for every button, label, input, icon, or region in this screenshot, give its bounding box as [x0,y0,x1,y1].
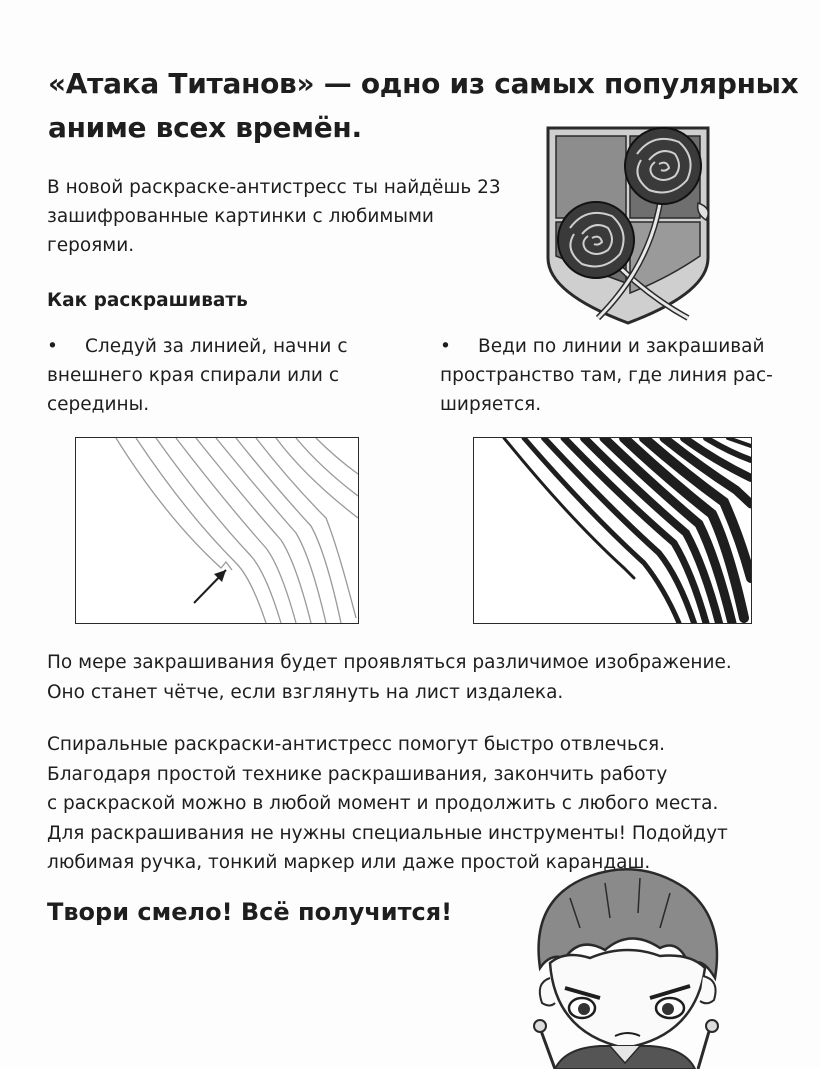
intro-text: В новой раскраске-антистресс ты найдёшь 23 зашифрованные картинки с любимыми героями. [47,177,501,256]
page-title: «Атака Титанов» — одно из самых популярных аниме всех времён. [48,67,799,144]
paragraph-1: По мере закрашивания будет проявляться различимое изображение. Оно станет чётче, если взглянуть на лист издалека. [47,652,732,703]
bullet-2 [440,332,790,419]
arrow-icon [194,570,226,603]
emblem-shield-roses-icon [538,118,718,330]
how-to-heading: Как раскрашивать [47,290,248,311]
bullet-icon: • [47,336,58,357]
chibi-character-illustration [510,858,740,1069]
bullet-icon: • [440,336,451,357]
bullet-2-text: Веди по линии и закрашивай пространство там, где линия расширяется. [440,336,773,415]
paragraph-2: Спиральные раскраски-антистресс помогут быстро отвлечься. Благодаря простой технике раскрашивания, закончить работу с раскраской можно в любой момент и продолжить с любого места. Для раскрашивания не нужны специальные инструменты! Подойдут любимая ручка, тонкий маркер или даже простой карандаш. [47,734,728,873]
example-colored-lines [473,437,752,624]
example-uncolored-lines [75,437,359,624]
bullet-1-text: Следуй за линией, начни с внешнего края спирали или с середины. [47,336,348,415]
closing-text: Твори смело! Всё получится! [47,898,453,926]
bullet-1 [47,332,367,419]
